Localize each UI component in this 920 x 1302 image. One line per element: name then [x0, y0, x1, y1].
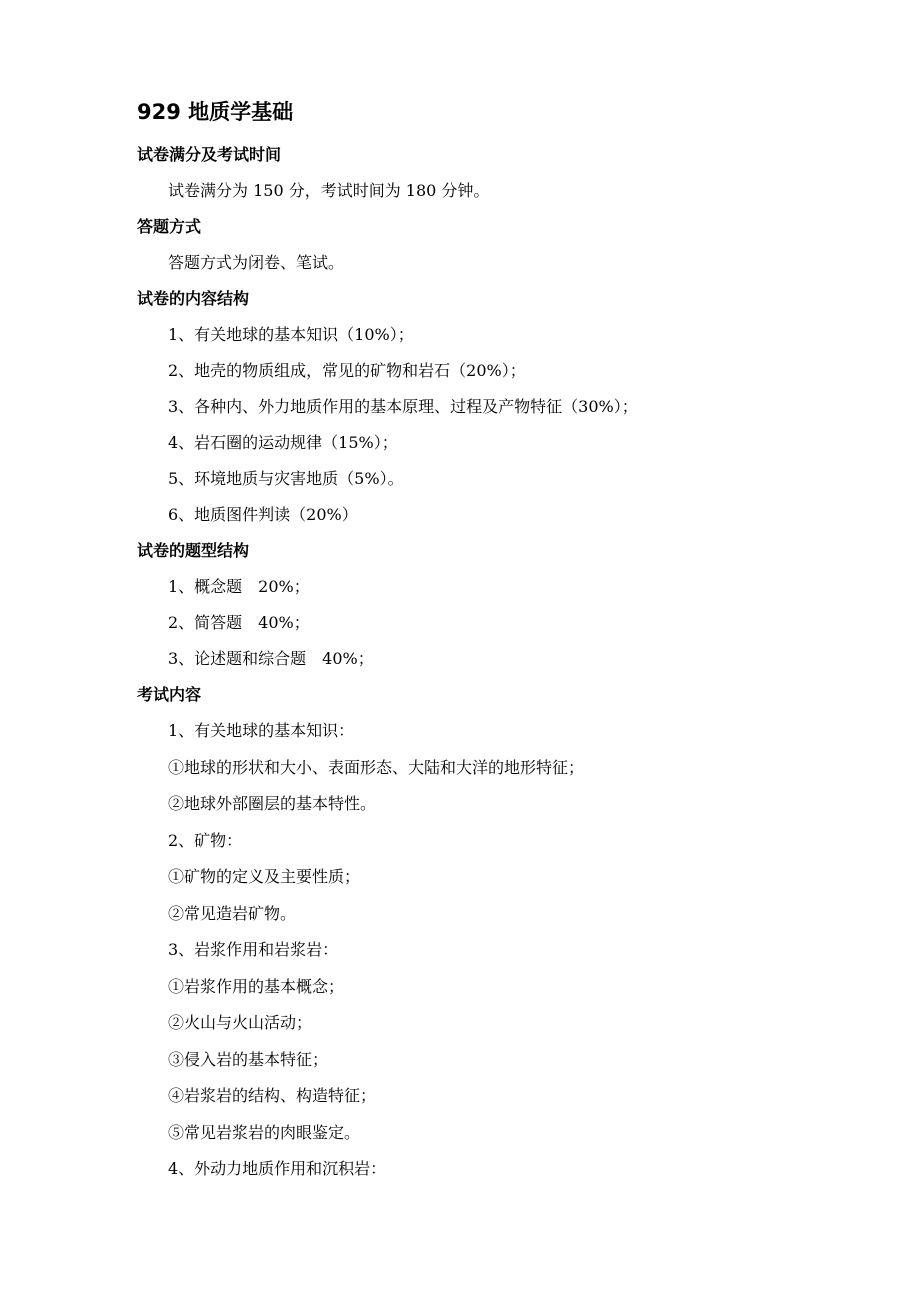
list-item: ①地球的形状和大小、表面形态、大陆和大洋的地形特征；: [168, 758, 585, 777]
list-item: ②地球外部圈层的基本特性。: [168, 794, 377, 813]
list-item: ①岩浆作用的基本概念；: [168, 977, 345, 996]
list-item: 2、矿物：: [168, 831, 243, 850]
list-item: 6、地质图件判读（20%）: [168, 505, 358, 524]
list-item: 1、概念题 20%；: [168, 577, 310, 596]
section-heading-question-types: 试卷的题型结构: [137, 541, 250, 560]
list-item: ①矿物的定义及主要性质；: [168, 867, 361, 886]
list-item: ⑤常见岩浆岩的肉眼鉴定。: [168, 1123, 361, 1142]
list-item: 2、简答题 40%；: [168, 613, 310, 632]
list-item: 4、外动力地质作用和沉积岩：: [168, 1159, 387, 1178]
document-title: 929 地质学基础: [137, 100, 294, 124]
list-item: 2、地壳的物质组成，常见的矿物和岩石（20%）；: [168, 361, 526, 380]
list-item: ④岩浆岩的结构、构造特征；: [168, 1086, 377, 1105]
list-item: 3、岩浆作用和岩浆岩：: [168, 940, 339, 959]
paragraph-answer-mode: 答题方式为闭卷、笔试。: [168, 253, 345, 272]
paragraph-score-time: 试卷满分为 150 分，考试时间为 180 分钟。: [168, 181, 490, 200]
list-item: 3、各种内、外力地质作用的基本原理、过程及产物特征（30%）；: [168, 397, 638, 416]
list-item: 1、有关地球的基本知识（10%）；: [168, 325, 414, 344]
list-item: ③侵入岩的基本特征；: [168, 1050, 329, 1069]
list-item: 3、论述题和综合题 40%；: [168, 649, 374, 668]
list-item: 5、环境地质与灾害地质（5%）。: [168, 469, 404, 488]
list-item: ②火山与火山活动；: [168, 1013, 313, 1032]
section-heading-answer-mode: 答题方式: [137, 217, 202, 236]
list-item: 4、岩石圈的运动规律（15%）；: [168, 433, 398, 452]
list-item: 1、有关地球的基本知识：: [168, 721, 355, 740]
list-item: ②常见造岩矿物。: [168, 904, 297, 923]
section-heading-score-time: 试卷满分及考试时间: [137, 145, 282, 164]
section-heading-exam-content: 考试内容: [137, 685, 202, 704]
section-heading-content-structure: 试卷的内容结构: [137, 289, 250, 308]
